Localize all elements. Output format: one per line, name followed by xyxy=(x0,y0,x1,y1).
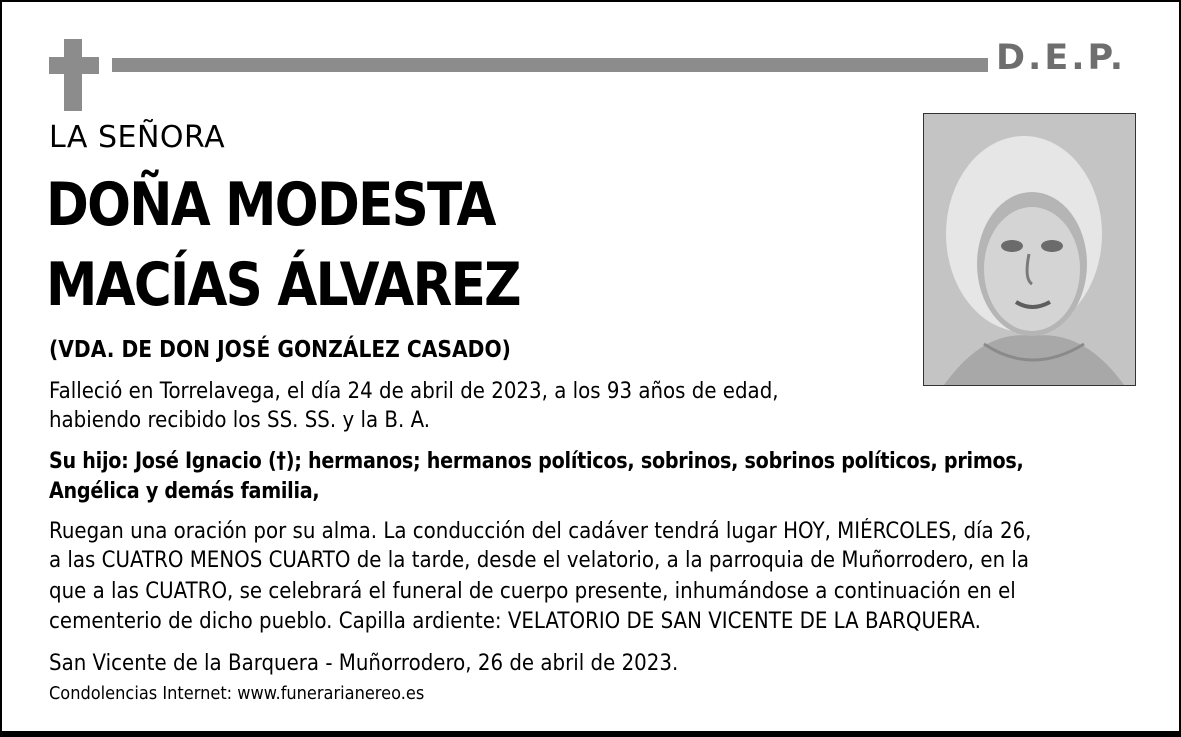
header-rule xyxy=(112,58,988,72)
honorific: LA SEÑORA xyxy=(49,120,226,155)
portrait-photo xyxy=(923,113,1136,386)
family-line: Su hijo: José Ignacio (†); hermanos; hermanos políticos, sobrinos, sobrinos políticos, primos, xyxy=(49,449,1024,474)
deceased-name-line-1: DOÑA MODESTA xyxy=(46,170,495,240)
death-text-line: Falleció en Torrelavega, el día 24 de abril de 2023, a los 93 años de edad, xyxy=(49,379,779,404)
death-text-line: habiendo recibido los SS. SS. y la B. A. xyxy=(49,408,431,433)
widow-of: (VDA. DE DON JOSÉ GONZÁLEZ CASADO) xyxy=(49,337,511,363)
ceremony-line: que a las CUATRO, se celebrará el funeral de cuerpo presente, inhumándose a continuación en el xyxy=(49,579,1016,604)
dep-label: D.E.P. xyxy=(996,38,1127,78)
place-date: San Vicente de la Barquera - Muñorrodero, 26 de abril de 2023. xyxy=(49,651,679,676)
ceremony-line: Ruegan una oración por su alma. La conducción del cadáver tendrá lugar HOY, MIÉRCOLES, día 26, xyxy=(49,519,1032,544)
ceremony-line: a las CUATRO MENOS CUARTO de la tarde, desde el velatorio, a la parroquia de Muñorrodero, en la xyxy=(49,548,1030,573)
deceased-name-line-2: MACÍAS ÁLVAREZ xyxy=(46,250,520,320)
ceremony-line: cementerio de dicho pueblo. Capilla ardiente: VELATORIO DE SAN VICENTE DE LA BARQUERA. xyxy=(49,609,981,634)
condolences-link: Condolencias Internet: www.funerarianereo.es xyxy=(49,683,425,704)
family-line: Angélica y demás familia, xyxy=(49,479,320,504)
